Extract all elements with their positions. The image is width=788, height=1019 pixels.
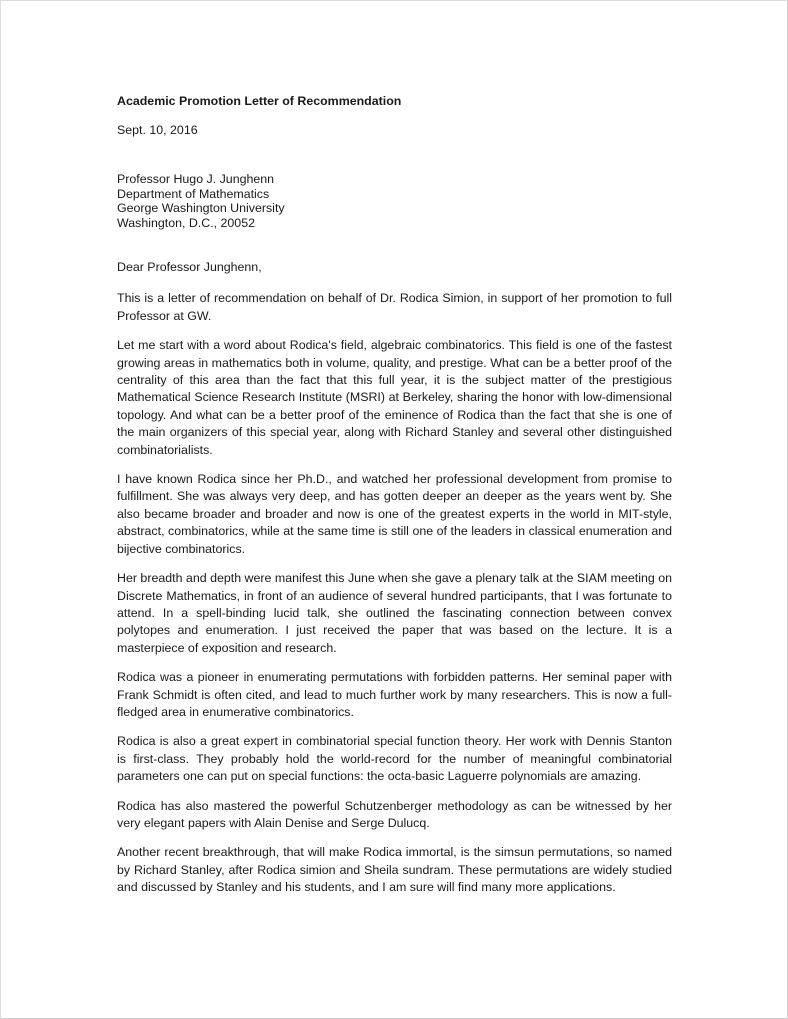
paragraph-special-functions: Rodica is also a great expert in combinatorial special function theory. Her work with Dennis Stanton is first-class. They probably hold the world-record for the number of meaningful combinatorial parameters one can put on special functions: the octa-basic Laguerre polynomials are amazing. bbox=[117, 734, 672, 784]
letter-body bbox=[117, 93, 672, 897]
recipient-city: Washington, D.C., 20052 bbox=[117, 216, 255, 231]
paragraph-siam-talk: Her breadth and depth were manifest this June when she gave a plenary talk at the SIAM meeting on Discrete Mathematics, in front of an audience of several hundred participants, that I was fortunate to attend. In a spell-binding lucid talk, she outlined the fascinating connection between convex polytopes and enumeration. I just received the paper that was based on the lecture. It is a masterpiece of exposition and research. bbox=[117, 571, 672, 655]
paragraph-simsun: Another recent breakthrough, that will make Rodica immortal, is the simsun permutations, so named by Richard Stanley, after Rodica simion and Sheila sundram. These permutations are widely studied and discussed by Stanley and his students, and I am sure will find many more applications. bbox=[117, 845, 672, 895]
recipient-department: Department of Mathematics bbox=[117, 186, 270, 201]
paragraph-intro: This is a letter of recommendation on behalf of Dr. Rodica Simion, in support of her promotion to full Professor at GW. bbox=[117, 291, 672, 323]
salutation: Dear Professor Junghenn, bbox=[117, 260, 262, 274]
paragraph-schutzenberger: Rodica has also mastered the powerful Schutzenberger methodology as can be witnessed by her very elegant papers with Alain Denise and Serge Dulucq. bbox=[117, 798, 672, 830]
recipient-address bbox=[117, 172, 672, 231]
recipient-name: Professor Hugo J. Junghenn bbox=[117, 171, 275, 186]
recipient-university: George Washington University bbox=[117, 201, 285, 216]
letter-date: Sept. 10, 2016 bbox=[117, 123, 198, 138]
paragraph-field: Let me start with a word about Rodica's field, algebraic combinatorics. This field is one of the fastest growing areas in mathematics both in volume, quality, and prestige. What can be a better proof of the centrality of this area than the fact that this full year, it is the subject matter of the prestigious Mathematical Science Research Institute (MSRI) at Berkeley, sharing the honor with low-dimensional topology. And what can be a better proof of the eminence of Rodica than the fact that she is one of the main organizers of this special year, along with Richard Stanley and several other distinguished combinatorialists. bbox=[117, 338, 672, 457]
paragraph-development: I have known Rodica since her Ph.D., and watched her professional development from promise to fulfillment. She was always very deep, and has gotten deeper an deeper as the years went by. She also became broader and broader and now is one of the greatest experts in the world in MIT-style, abstract, combinatorics, while at the same time is still one of the leaders in classical enumeration and bijective combinatorics. bbox=[117, 472, 672, 556]
letter-title: Academic Promotion Letter of Recommendation bbox=[117, 94, 402, 108]
paragraph-forbidden-patterns: Rodica was a pioneer in enumerating permutations with forbidden patterns. Her seminal paper with Frank Schmidt is often cited, and lead to much further work by many researchers. This is now a full-fledged area in enumerative combinatorics. bbox=[117, 670, 672, 719]
